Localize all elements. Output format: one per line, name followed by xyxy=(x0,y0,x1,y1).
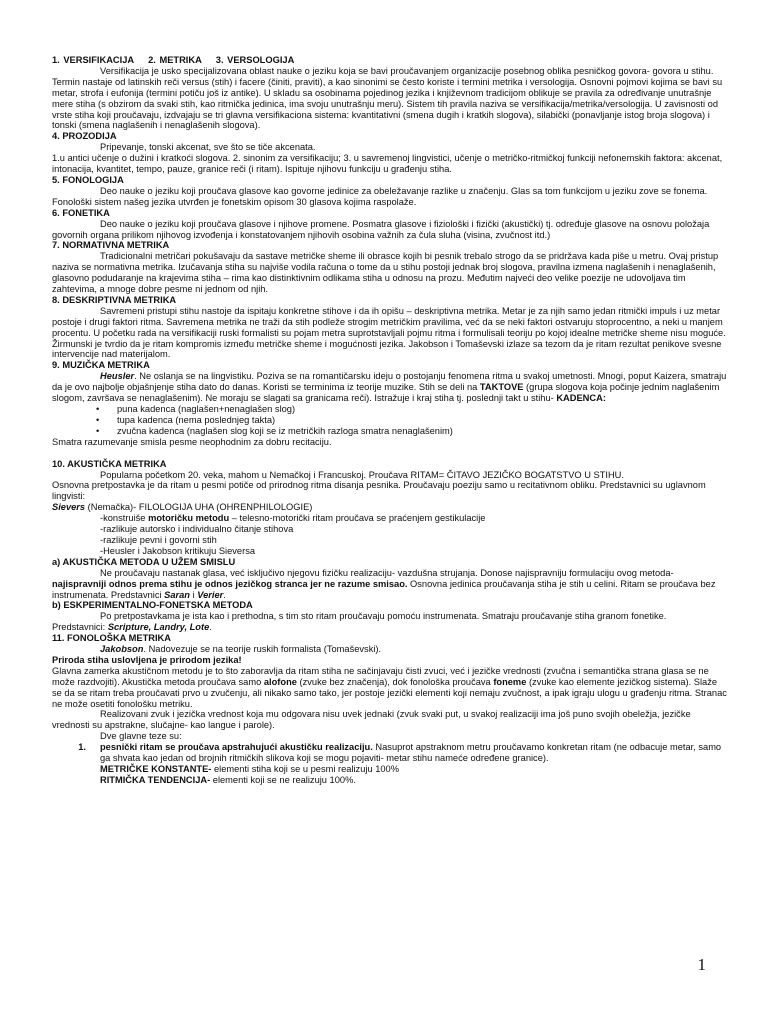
heading-fonoloska-metrika: 11. FONOLOŠKA METRIKA xyxy=(52,633,171,644)
fonoloska-text-2: Glavna zamerka akustičnom metodu je to što zaboravlja da ritam stiha ne sačinjavaju čisti zvuci, već i jezičke vrednosti (zvučna i semantička strana glasa se ne može razdvojiti). Akustička metoda proučava samo alofone (zvuke bez značenja), dok fonološka proučava foneme (zvuke kao elemente jezičkog sistema). Slaže se da se ritam treba proučavati prvo u zvučenju, ali nikako samo tako, jer postoje jezički elementi koji nemaju zvučnost, a ipak igraju ulogu u građenju ritma. Stranac ne može osetiti fonološku metriku. xyxy=(52,665,727,709)
muzicka-text: Heusler. Ne oslanja se na lingvistiku. Poziva se na romantičarsku ideju o postojanju fenomena ritma u svakoj umetnosti. Mnogi, poput Kaizera, smatraju da je ovo najbolje objašnjenje stiha dato do danas. Koristi se terminima iz teorije muzike. Stih se deli na TAKTOVE (grupa slogova koja počinje jednim naglašenim slogom, završava se nenaglašenim). Ne moraju se slagati sa granicama reči). Istražuje i kraj stiha tj. poslednji takt u stihu- KADENCA: xyxy=(52,371,727,404)
predstavnici-names: Scripture, Landry, Lote xyxy=(107,622,210,633)
section-titles xyxy=(52,55,728,66)
heading-eksperimentalna: b) ESKPERIMENTALNO-FONETSKA METODA xyxy=(52,600,253,611)
versifikacija-text: Versifikacija je usko specijalizovana oblast nauke o jeziku koja se bavi proučavanjem organizacije posebnog oblika pesničkog govora- govora u stihu. Termin nastaje od latinskih reči versus (stih) i facere (činiti, praviti), a kao sinonimi se često koriste i termini metrika i versologija. Osnovni pojmovi kojima se bavi su metar, strofa i eufonija (termini potiču još iz antike). U skladu sa osobinama pojedinog jezika i književnom tradicijom oblikuje se pravila za određivanje unutrašnje mere stiha (s obzirom da svaki stih, kao ritmička jedinica, ima svoju unutrašnju meru). Sistem tih pravila naziva se versifikacija/metrika/versologija. U zavisnosti od vrste stiha koji proučavaju, izdvajaju se tri glavna versifikaciona sistema: kvantitativni (smena dugih i kratkih slogova), silabički (ponavljanje istog broja slogova) i tonski (smena naglašenih i nenaglašenih slogova). xyxy=(52,65,723,131)
heading-prozodija: 4. PROZODIJA xyxy=(52,131,117,142)
fonetika-text: Deo nauke o jeziku koji proučava glasove i njihove promene. Posmatra glasove i fiziološki i fizički (akustički) tj. određuje glasove na osnovu položaja govornih organa prilikom njihovog izvođenja i konstatovanjem njihovih osobina važnih za čula sluha (visina, zvučnost itd.) xyxy=(52,218,710,240)
title-versologija: 3. VERSOLOGIJA xyxy=(215,55,295,65)
heading-akusticka-uzem: a) AKUSTIČKA METODA U UŽEM SMISLU xyxy=(52,556,236,567)
alofone-term: alofone xyxy=(263,676,297,687)
eksperimentalna-text: Po pretpostavkama je ista kao i prethodna, s tim sto ritam proučavaju pomoću instrumenata. Smatraju proučavanje stiha granom fonetike. xyxy=(100,611,667,622)
jakobson-name: Jakobson xyxy=(100,644,144,655)
saran-name: Saran xyxy=(164,589,190,600)
list-item: • puna kadenca (naglašen+nenaglašen slog) xyxy=(96,404,728,415)
taktove-term: TAKTOVE xyxy=(479,382,524,393)
akusticka-uzem-text-1: Ne proučavaju nastanak glasa, već isključivo njegovu fizičku realizaciju- vazdušna strujanja. Donose najispravniju formulaciju ovog metoda- xyxy=(100,567,674,578)
heading-fonetika: 6. FONETIKA xyxy=(52,207,110,218)
normativna-text: Tradicionalni metričari pokušavaju da sastave metričke sheme ili obrasce kojih bi pesnik trebalo strogo da se pridržava kada piše u metru. Ovaj pristup naziva se normativna metrika. Izučavanja stiha su najviše vodila računa o tome da u stihu postoji jednak broj slogova, pravilna izmena naglašenih i nenaglašenih, glasovno podudaranje na krajevima stiha – rima kao distinktivnim odlikama stiha u odnosu na prozu. Međutim najveći deo velike poezije ne udovoljava tim zahtevima, a mnoge dobre pesme ni jednom od njih. xyxy=(52,251,719,295)
foneme-term: foneme xyxy=(493,676,527,687)
kadence-list xyxy=(52,404,728,437)
sievers-detail-3: -razlikuje pevni i govorni stih xyxy=(100,534,217,545)
page-number: 1 xyxy=(697,955,706,974)
heading-akusticka-metrika: 10. AKUSTIČKA METRIKA xyxy=(52,458,167,469)
fonoloska-thesis: Priroda stiha uslovljena je prirodom jezika! xyxy=(52,654,242,665)
muzicka-end-text: Smatra razumevanje smisla pesme neophodnim za dobru recitaciju. xyxy=(52,436,332,447)
verier-name: Verier xyxy=(197,589,224,600)
fonoloska-text-4: Dve glavne teze su: xyxy=(100,731,182,742)
sievers-detail-2: -razlikuje autorsko i individualno čitanje stihova xyxy=(100,524,294,535)
thesis-item-1: 1. pesnički ritam se proučava apstrahujući akustičku realizaciju. Nasuprot apstraknom metru proučavamo konkretan ritam (ne odbacuje metar, samo ga shvata kao jedan od brojnih ritmičkih slikova koji se mogu pojaviti- metar stihu nameće određene granice). xyxy=(78,742,722,764)
title-versifikacija: 1. VERSIFIKACIJA xyxy=(52,55,135,65)
heusler-name: Heusler xyxy=(100,371,135,382)
heading-fonologija: 5. FONOLOGIJA xyxy=(52,174,124,185)
spacer xyxy=(52,448,728,459)
sievers-detail-1: -konstruiše motoričku metodu – telesno-motorički ritam proučava se praćenjem gestikulacije xyxy=(100,513,486,524)
heading-deskriptivna-metrika: 8. DESKRIPTIVNA METRIKA xyxy=(52,294,177,305)
fonoloska-text-3: Realizovani zvuk i jezička vrednost koja mu odgovara nisu uvek jednaki (zvuk svaki put, u svakoj realizaciji ima još puno svojih obeležja, jezičke vrednosti su apstrakne, slučajne- kao langue i parole). xyxy=(52,709,691,731)
fonoloska-text-1: Jakobson. Nadovezuje se na teorije ruskih formalista (Tomaševski). xyxy=(100,644,382,655)
sievers-detail-4: -Heusler i Jakobson kritikuju Sieversa xyxy=(100,545,256,556)
prozodija-text-1: Pripevanje, tonski akcenat, sve što se tiče akcenata. xyxy=(100,142,316,153)
sievers-line: Sievers (Nemačka)- FILOLOGIJA UHA (OHRENPHILOLOGIE) xyxy=(52,502,313,513)
kadenca-term: KADENCA: xyxy=(556,393,606,404)
sievers-name: Sievers xyxy=(52,502,86,513)
heading-normativna-metrika: 7. NORMATIVNA METRIKA xyxy=(52,240,170,251)
akusticka-text-2: Osnovna pretpostavka je da ritam u pesmi potiče od prirodnog ritma disanja pesnika. Proučavaju poeziju samo u recitativnom obliku. Predstavnici su uglavnom lingvisti: xyxy=(52,480,706,502)
list-item: • zvučna kadenca (naglašen slog koji se iz metričkih razloga smatra nenaglašenim) xyxy=(96,426,728,437)
heading-muzicka-metrika: 9. MUZIČKA METRIKA xyxy=(52,360,150,371)
fonologija-text: Deo nauke o jeziku koji proučava glasove kao govorne jedinice za obeležavanje razlike u značenju. Glas sa tom funkcijom u jeziku zove se fonema. Fonološki sistem našeg jezika utvrđen je fonetskim opisom 30 glasova kojima raspolaže. xyxy=(52,185,708,207)
prozodija-text-2: 1.u antici učenje o dužini i kratkoći slogova. 2. sinonim za versifikaciju; 3. u savremenoj lingvistici, učenje o metričko-ritmičkoj funkciji nefonemskih faktora: akcenat, intonacija, kvantitet, tempo, pauze, granice reči (i ritam). Ispituje njihovu funkciju u građenju stiha. xyxy=(52,153,723,175)
akusticka-uzem-text-2: najispravniji odnos prema stihu je odnos jezičkog stranca jer ne razume smisao. Osnovna jedinica proučavanja stiha je stih u celini. Ritam se proučava bez instrumenata. Predstavnici Saran i Verier. xyxy=(52,578,716,600)
eksperimentalna-predstavnici: Predstavnici: Scripture, Landry, Lote. xyxy=(52,622,212,633)
list-item: • tupa kadenca (nema poslednjeg takta) xyxy=(96,415,728,426)
title-metrika: 2. METRIKA xyxy=(148,55,202,65)
metricke-konstante: METRIČKE KONSTANTE- elementi stiha koji se u pesmi realizuju 100% xyxy=(100,764,399,774)
akusticka-text-1: Popularna početkom 20. veka, mahom u Nemačkoj i Francuskoj. Proučava RITAM= ČITAVO JEZIČKO BOGATSTVO U STIHU. xyxy=(100,469,624,480)
deskriptivna-text: Savremeni pristupi stihu nastoje da ispitaju konkretne stihove i da ih opišu – deskriptivna metrika. Metar je za njih samo jedan ritmički impuls i uz metar postoje i drugi faktori ritma. Savremena metrika ne traži da stih podleže strogim metričkim pravilima, već da se neki faktori ostvaruju stoprocentno, a neki u manjem procentu. U početku rada na versifikaciji ruski formalisti su pojam metra suprotstavljali pojmu ritma i formulisali teoriju po kojoj idealne metričke sheme nisu moguće. Žirmunski je tvrdio da je ritam kompromis između metričke sheme i mogućnosti jezika. Jakobson i Tomaševski izlaze sa tezom da je ritam rezultat penikove svesne intervencije nad materijalom. xyxy=(52,305,726,360)
ritmicka-tendencija: RITMIČKA TENDENCIJA- elementi koji se ne realizuju 100%. xyxy=(100,774,356,785)
